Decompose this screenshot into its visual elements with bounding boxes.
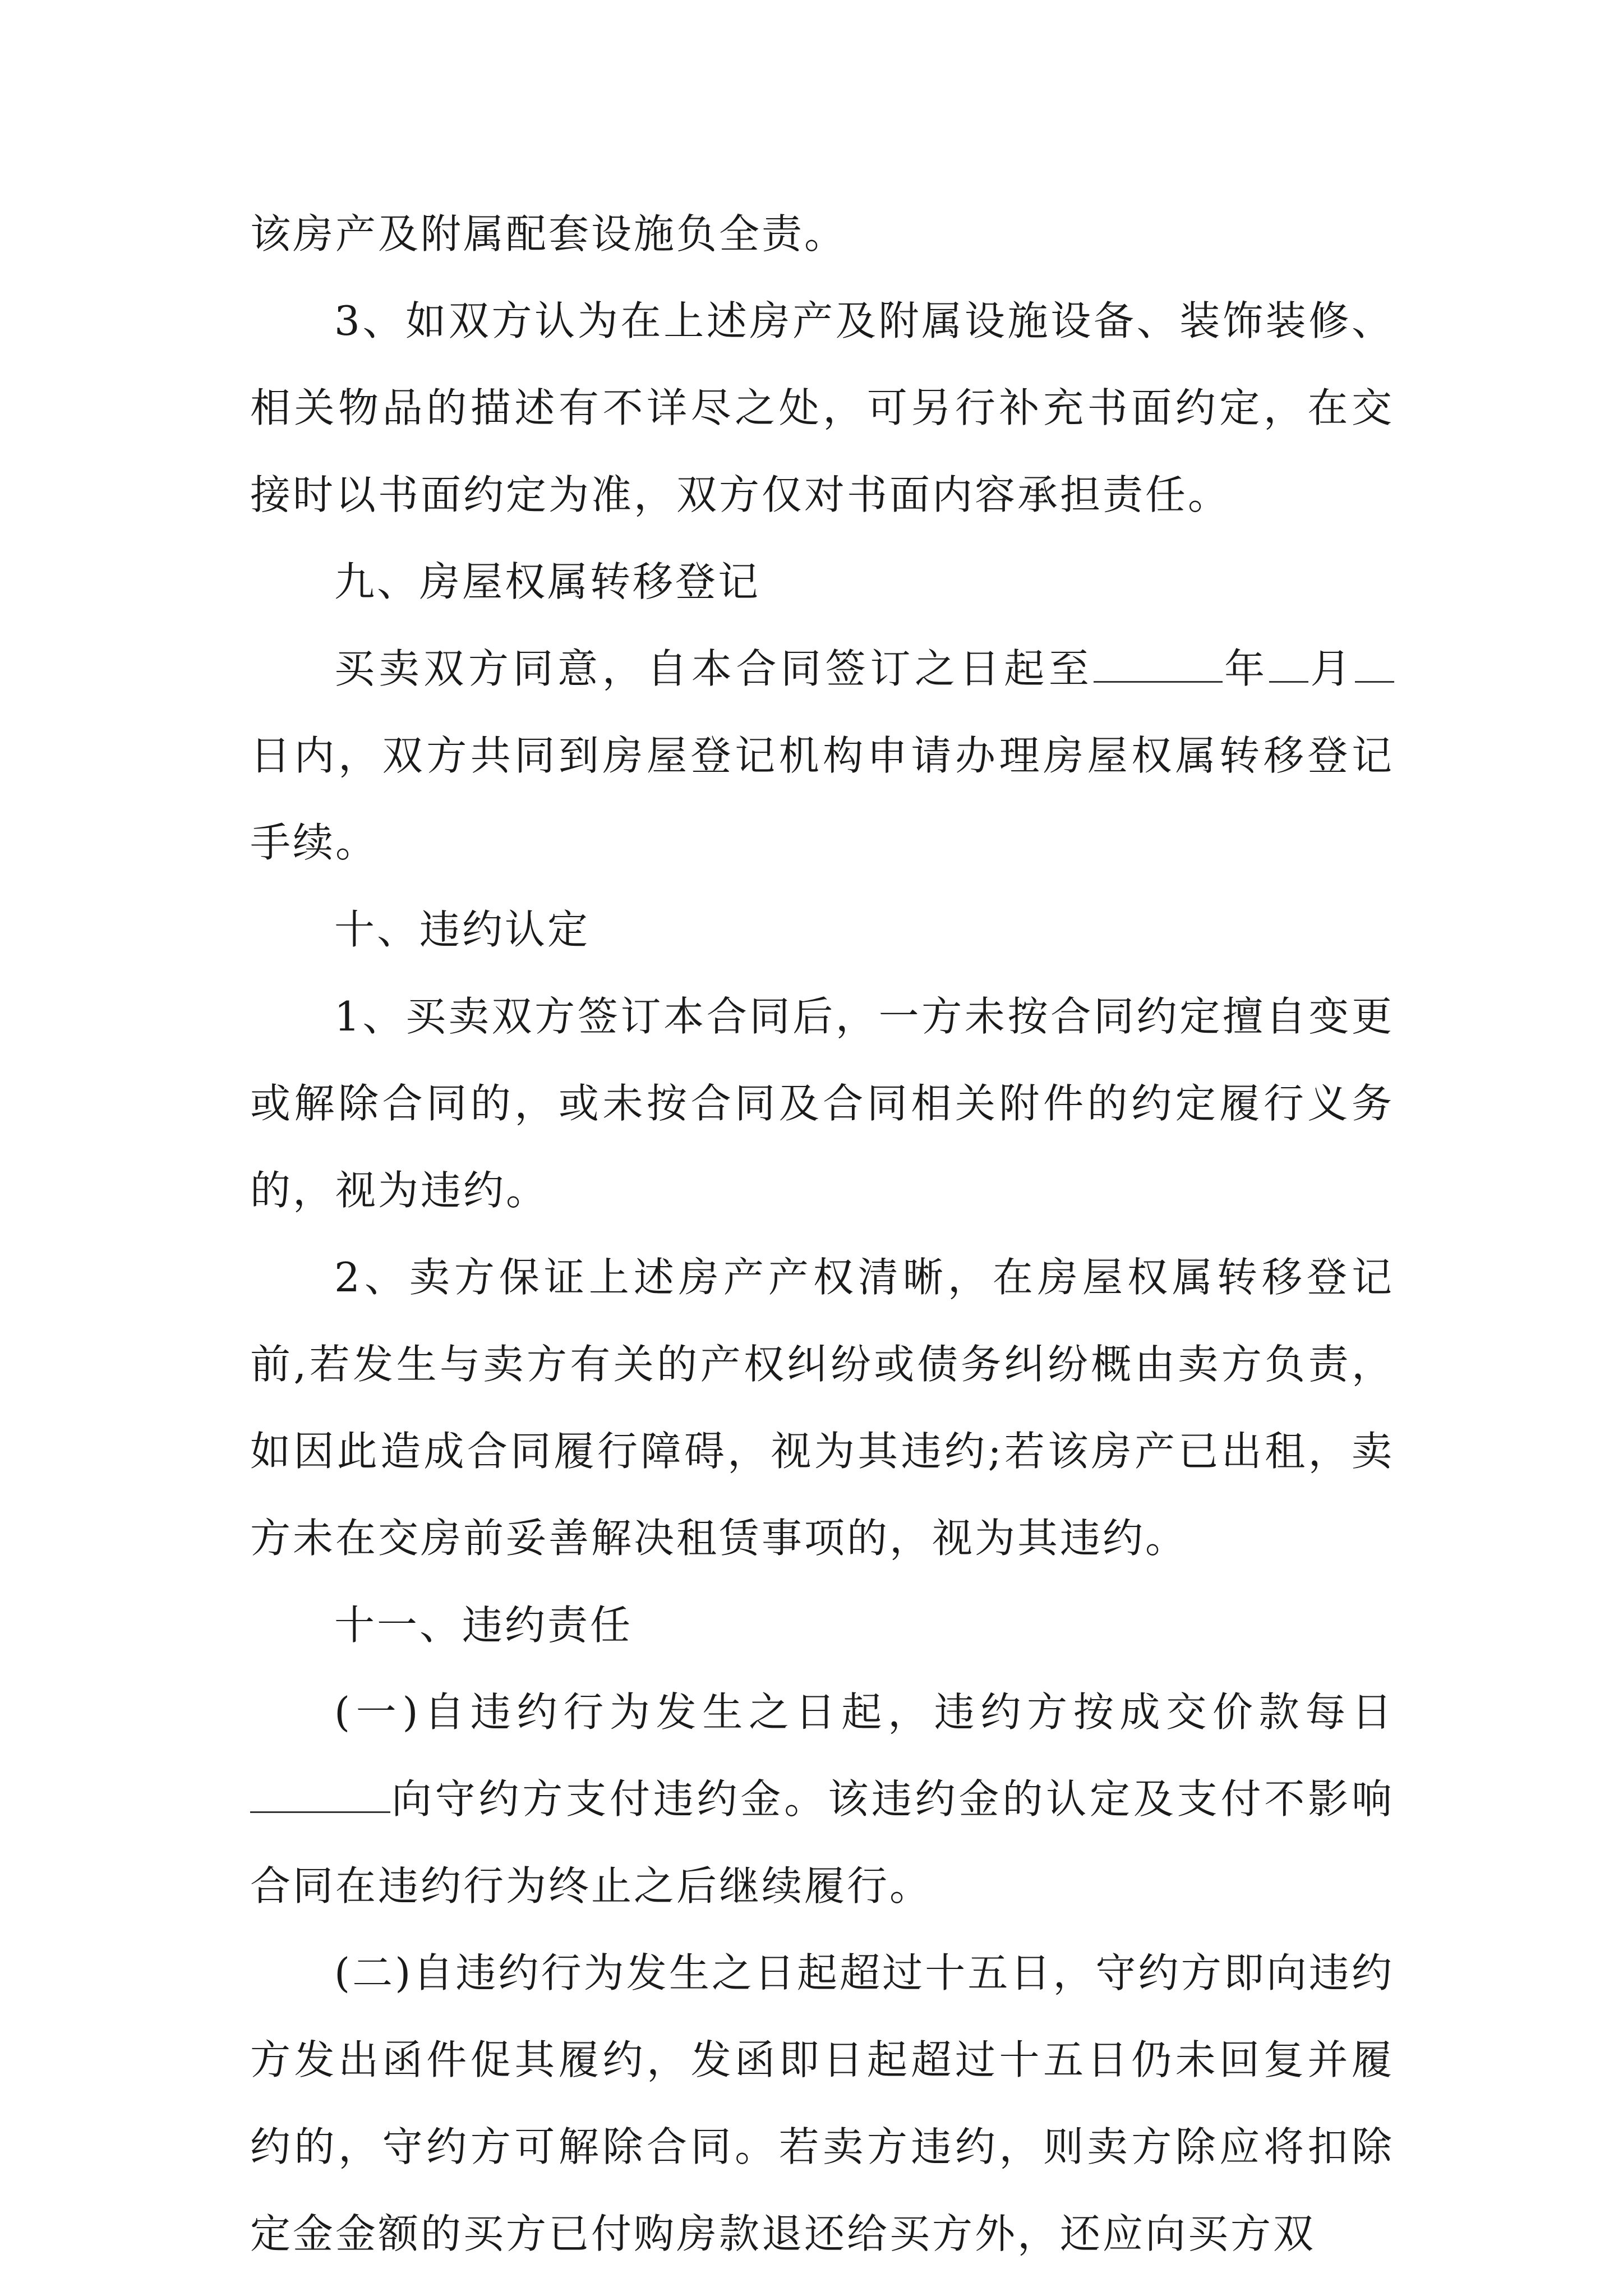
clause-11-1-text-start: (一)自违约行为发生之日起，违约方按成交价款每日 <box>334 1688 1394 1736</box>
paragraph-clause-8-3: 3、如双方认为在上述房产及附属设施设备、装饰装修、相关物品的描述有不详尽之处，可另行补充书面约定，在交接时以书面约定为准，双方仅对书面内容承担责任。 <box>250 297 1394 518</box>
paragraph-clause-10-2: 2、卖方保证上述房产产权清晰，在房屋权属转移登记前,若发生与卖方有关的产权纠纷或债务纠纷概由卖方负责，如因此造成合同履行障碍，视为其违约;若该房产已出租，卖方未在交房前妥善解决租赁事项的，视为其违约。 <box>250 1254 1394 1562</box>
paragraph-clause-11-2: (二)自违约行为发生之日起超过十五日，守约方即向违约方发出函件促其履约，发函即日起超过十五日仍未回复并履约的，守约方可解除合同。若卖方违约，则卖方除应将扣除定金金额的买方已付购房款退还给买方外，还应向买方双 <box>250 1949 1394 2257</box>
year-blank <box>1094 647 1223 683</box>
section-heading-11: 十一、违约责任 <box>334 1602 633 1649</box>
year-label: 年 <box>1222 645 1269 692</box>
paragraph-clause-9 <box>250 625 1394 886</box>
clause-11-1-text-end: 向守约方支付违约金。该违约金的认定及支付不影响合同在违约行为终止之后继续履行。 <box>250 1775 1394 1910</box>
clause-9-text-end: 日内，双方共同到房屋登记机构申请办理房屋权属转移登记手续。 <box>250 732 1394 866</box>
month-blank <box>1269 647 1308 683</box>
month-label: 月 <box>1308 645 1355 692</box>
section-heading-9: 九、房屋权属转移登记 <box>334 558 761 605</box>
day-blank <box>1355 647 1394 683</box>
paragraph-continuation: 该房产及附属配套设施负全责。 <box>250 210 847 257</box>
penalty-rate-blank <box>250 1778 390 1813</box>
document-body <box>250 191 1394 2277</box>
paragraph-clause-11-1 <box>250 1669 1394 1930</box>
paragraph-clause-10-1: 1、买卖双方签订本合同后，一方未按合同约定擅自变更或解除合同的，或未按合同及合同相关附件的约定履行义务的，视为违约。 <box>250 993 1394 1214</box>
section-heading-10: 十、违约认定 <box>334 906 591 953</box>
clause-9-text-start: 买卖双方同意，自本合同签订之日起至 <box>334 645 1094 692</box>
